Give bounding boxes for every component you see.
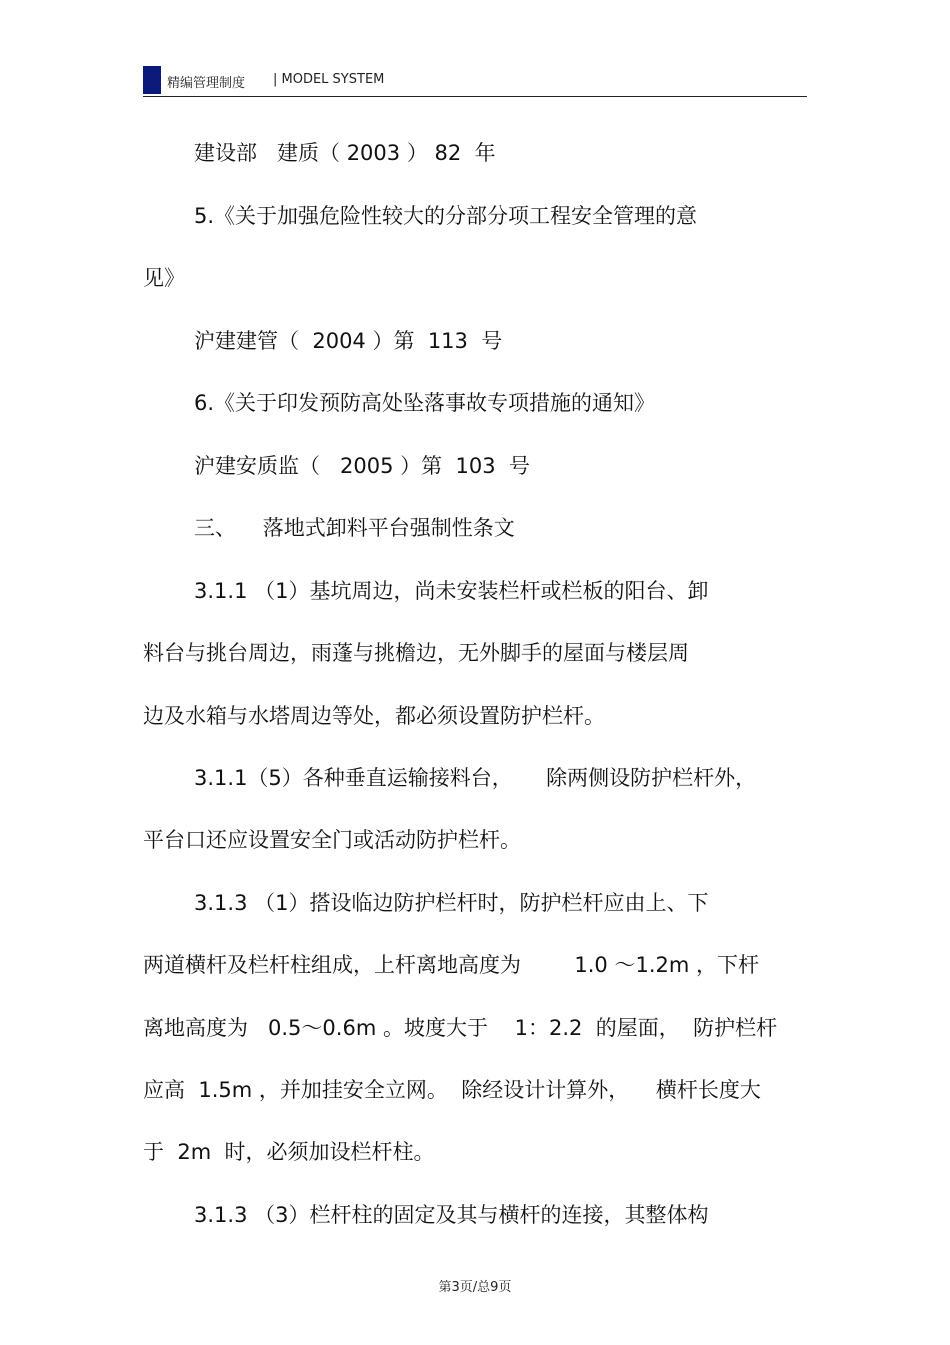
text-line: 6.《关于印发预防高处坠落事故专项措施的通知》	[194, 391, 656, 415]
text-line: 料台与挑台周边，雨蓬与挑檐边，无外脚手的屋面与楼层周	[143, 641, 689, 665]
text-line: 3.1.1（5）各种垂直运输接料台， 除两侧设防护栏杆外，	[194, 766, 757, 790]
text-line: 沪建安质监（ 2005 ）第 103 号	[194, 454, 530, 478]
text-line: 3.1.3 （1）搭设临边防护栏杆时，防护栏杆应由上、下	[194, 891, 709, 915]
text-line: 平台口还应设置安全门或活动防护栏杆。	[143, 828, 521, 852]
text-line: 边及水箱与水塔周边等处，都必须设置防护栏杆。	[143, 704, 605, 728]
text-line: 5.《关于加强危险性较大的分部分项工程安全管理的意	[194, 204, 698, 228]
text-line: 应高 1.5m ，并加挂安全立网。 除经设计计算外， 横杆长度大	[143, 1078, 761, 1102]
header-brand: 精编管理制度	[167, 76, 246, 91]
section-heading: 三、 落地式卸料平台强制性条文	[194, 516, 515, 540]
page-header	[143, 64, 807, 97]
brand-logo-icon	[143, 66, 161, 94]
text-line: 沪建建管（ 2004 ）第 113 号	[194, 329, 503, 353]
text-line: 3.1.3 （3）栏杆柱的固定及其与横杆的连接，其整体构	[194, 1203, 709, 1227]
text-line: 两道横杆及栏杆柱组成，上杆离地高度为 1.0 ～1.2m ，下杆	[143, 953, 760, 977]
text-line: 见》	[143, 266, 185, 290]
text-line: 离地高度为 0.5～0.6m 。坡度大于 1：2.2 的屋面， 防护栏杆	[143, 1016, 778, 1040]
text-line: 3.1.1 （1）基坑周边，尚未安装栏杆或栏板的阳台、卸	[194, 579, 709, 603]
page-footer: 第3页/总9页	[438, 1280, 512, 1295]
header-system: | MODEL SYSTEM	[273, 72, 385, 87]
text-line: 建设部 建质（ 2003 ） 82 年	[194, 141, 496, 165]
text-line: 于 2m 时，必须加设栏杆柱。	[143, 1140, 435, 1164]
